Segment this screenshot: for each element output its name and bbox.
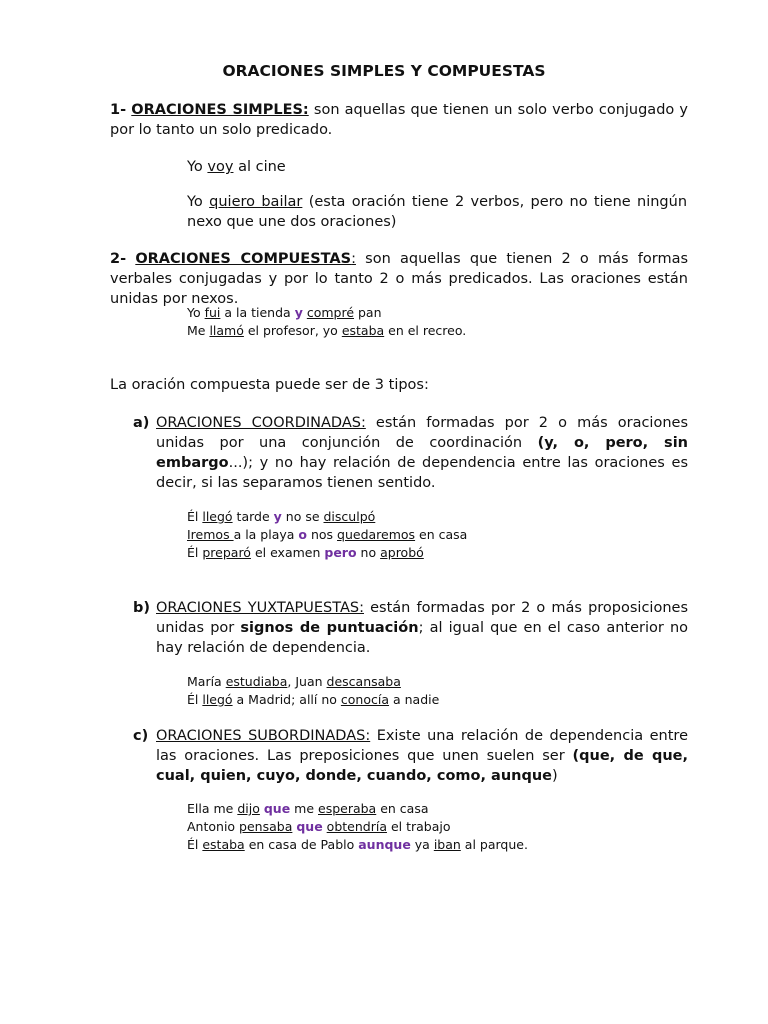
example-text: al cine	[233, 159, 286, 175]
verb: aprobó	[380, 545, 424, 560]
nexo: y	[294, 305, 303, 320]
example-sentence	[187, 818, 451, 836]
conjunction-list: (y, o, pero, sin embargo	[156, 435, 688, 471]
example-text: Él	[187, 837, 203, 852]
example-text: María	[187, 674, 226, 689]
example-sentence	[187, 192, 687, 232]
verb: obtendría	[326, 819, 387, 834]
verb: dijo	[237, 801, 260, 816]
example-text: Antonio	[187, 819, 240, 834]
section-compound-definition	[110, 249, 688, 309]
list-item-text	[156, 726, 688, 786]
example-text: , Juan	[287, 674, 327, 689]
example-text: Yo	[187, 159, 208, 175]
types-intro: La oración compuesta puede ser de 3 tipos:	[110, 377, 429, 393]
example-text: Yo	[187, 305, 205, 320]
verb: fui	[204, 305, 221, 320]
example-text: Él	[187, 545, 203, 560]
example-sentence	[187, 322, 466, 340]
example-text: al parque.	[460, 837, 528, 852]
section-heading: ORACIONES COMPUESTAS	[135, 251, 352, 267]
nexo: y	[273, 509, 282, 524]
example-text: el examen	[250, 545, 325, 560]
list-marker: b)	[133, 600, 151, 616]
example-sentence	[187, 673, 401, 691]
page-title: ORACIONES SIMPLES Y COMPUESTAS	[222, 62, 546, 80]
verb: quedaremos	[337, 527, 416, 542]
section-number: 2-	[110, 251, 127, 267]
type-text: Existe una relación de dependencia entre las oraciones. Las preposiciones que unen suelen ser	[156, 728, 688, 764]
verb: estaba	[341, 323, 385, 338]
example-text: Me	[187, 323, 210, 338]
example-text: en el recreo.	[384, 323, 467, 338]
verb: descansaba	[326, 674, 401, 689]
verb: iban	[433, 837, 461, 852]
nexo: o	[298, 527, 307, 542]
verb: voy	[207, 159, 234, 175]
type-text: están formadas por 2 o más proposiciones unidas por	[156, 600, 689, 636]
example-text: no se	[281, 509, 324, 524]
example-sentence	[187, 691, 439, 709]
example-sentence	[187, 836, 528, 854]
example-sentence	[187, 526, 467, 544]
verb: estaba	[202, 837, 245, 852]
example-text: a la tienda	[220, 305, 295, 320]
example-sentence	[187, 544, 424, 562]
list-item-text	[156, 413, 688, 493]
example-sentence	[187, 157, 286, 177]
verb: llegó	[202, 509, 233, 524]
example-text: (esta oración tiene 2 verbos, pero no tiene ningún nexo que une dos oraciones)	[187, 194, 688, 230]
verb: esperaba	[318, 801, 377, 816]
section-text: son aquellas que tienen un solo verbo conjugado y por lo tanto un solo predicado.	[110, 102, 689, 138]
conjunction-list: (que, de que, cual, quien, cuyo, donde, cuando, como, aunque	[156, 748, 688, 784]
example-text: en casa de Pablo	[244, 837, 359, 852]
verb: llegó	[202, 692, 233, 707]
nexo: que	[296, 819, 323, 834]
example-text: en casa	[376, 801, 429, 816]
type-text: están formadas por 2 o más oraciones unidas por una conjunción de coordinación	[156, 415, 688, 451]
list-item-subordinadas	[133, 726, 688, 786]
verb: Iremos	[187, 527, 234, 542]
example-text: pan	[354, 305, 382, 320]
verb: llamó	[209, 323, 244, 338]
list-item-yuxtapuestas	[133, 598, 688, 658]
verb: conocía	[340, 692, 390, 707]
example-text: ya	[410, 837, 434, 852]
type-text: ; al igual que en el caso anterior no hay relación de dependencia.	[156, 620, 689, 656]
type-heading: ORACIONES SUBORDINADAS:	[156, 728, 371, 744]
type-text: ...); y no hay relación de dependencia entre las oraciones es decir, si las separamos tienen sentido.	[156, 455, 688, 491]
example-text: nos	[307, 527, 338, 542]
verb: disculpó	[323, 509, 376, 524]
verb: estudiaba	[225, 674, 288, 689]
nexo: que	[263, 801, 291, 816]
example-text: a Madrid; allí no	[232, 692, 341, 707]
nexo: pero	[324, 545, 357, 560]
example-sentence	[187, 508, 375, 526]
example-text: me	[290, 801, 318, 816]
type-heading: ORACIONES COORDINADAS:	[156, 415, 366, 431]
example-text: Él	[187, 692, 203, 707]
example-text: tarde	[232, 509, 274, 524]
section-heading: ORACIONES SIMPLES:	[131, 102, 309, 118]
section-text: son aquellas que tienen 2 o más formas verbales conjugadas y por lo tanto 2 o más predicados. Las oraciones están unidas por nexos.	[110, 251, 689, 307]
section-simple-definition	[110, 100, 688, 140]
example-sentence	[187, 304, 382, 322]
verb: preparó	[202, 545, 251, 560]
example-text: a nadie	[389, 692, 440, 707]
example-text: en casa	[415, 527, 468, 542]
verb: quiero bailar	[209, 194, 303, 210]
example-text: Yo	[187, 194, 210, 210]
example-text: el trabajo	[386, 819, 451, 834]
verb: compré	[306, 305, 355, 320]
list-marker: c)	[133, 728, 149, 744]
example-text: a la playa	[233, 527, 299, 542]
heading-colon: :	[351, 251, 356, 267]
example-text: Ella me	[187, 801, 238, 816]
bold-term: signos de puntuación	[240, 620, 419, 636]
list-marker: a)	[133, 415, 150, 431]
section-number: 1-	[110, 102, 127, 118]
example-sentence	[187, 800, 429, 818]
example-text: el profesor, yo	[243, 323, 342, 338]
type-text: )	[552, 768, 558, 784]
example-text: no	[356, 545, 381, 560]
list-item-text	[156, 598, 688, 658]
nexo: aunque	[358, 837, 411, 852]
type-heading: ORACIONES YUXTAPUESTAS:	[156, 600, 364, 616]
list-item-coordinadas	[133, 413, 688, 493]
example-text: Él	[187, 509, 203, 524]
verb: pensaba	[239, 819, 293, 834]
